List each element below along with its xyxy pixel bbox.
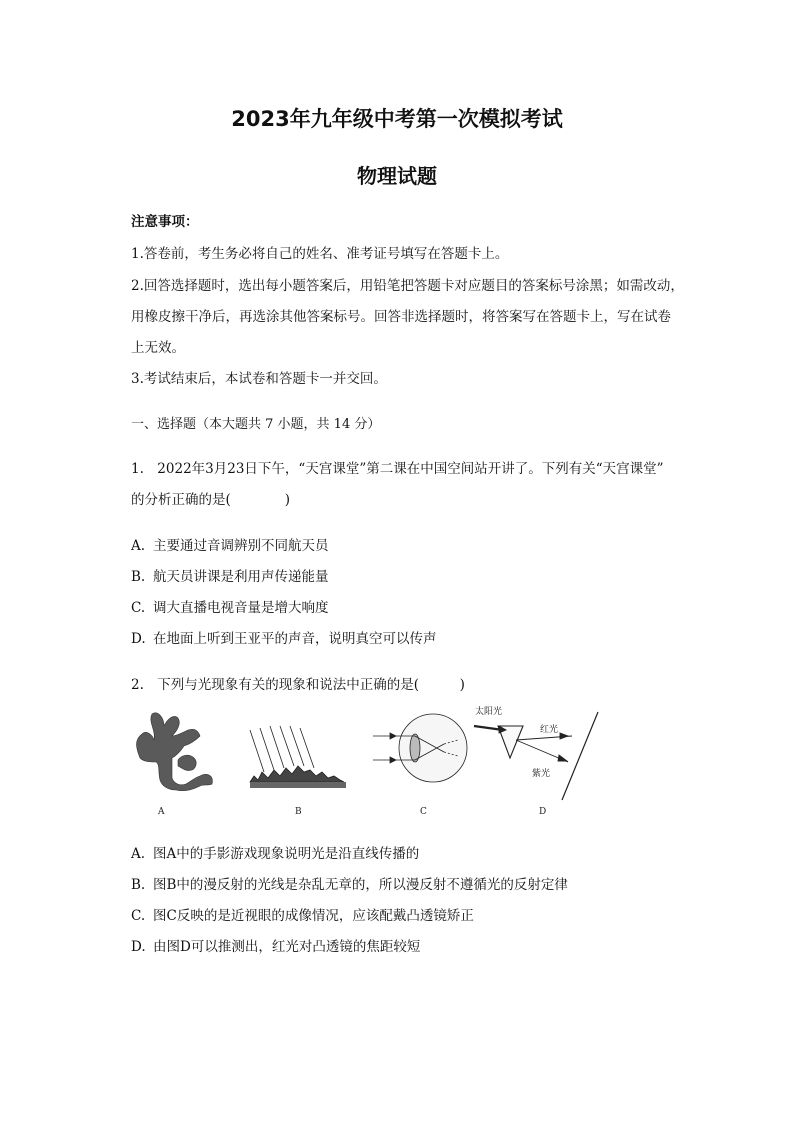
- question-1-stem-cont: 的分析正确的是( ): [131, 492, 291, 508]
- figure-label-sunlight: 太阳光: [475, 707, 503, 717]
- question-2-option-b: [131, 876, 568, 894]
- notice-item-2-end: 上无效。: [131, 340, 185, 356]
- option-letter: B.: [131, 877, 146, 893]
- notice-item-1: 1.答卷前，考生务必将自己的姓名、准考证号填写在答题卡上。: [131, 246, 509, 262]
- figure-d-prism: [474, 712, 598, 800]
- notice-item-3: 3.考试结束后，本试卷和答题卡一并交回。: [131, 371, 387, 387]
- option-text: 由图D可以推测出，红光对凸透镜的焦距较短: [153, 939, 421, 955]
- figure-label-violet: 紫光: [532, 769, 551, 779]
- notice-heading: 注意事项：: [131, 214, 199, 230]
- option-letter: C.: [131, 600, 146, 616]
- question-2-option-a: [131, 845, 419, 863]
- option-letter: C.: [131, 908, 146, 924]
- question-1-option-a: [131, 537, 329, 555]
- figure-labels: [157, 705, 558, 817]
- option-text: 航天员讲课是利用声传递能量: [153, 569, 329, 585]
- question-1-number: 1.: [131, 461, 144, 477]
- question-1-stem: [131, 460, 664, 478]
- question-1-option-b: [131, 568, 329, 586]
- option-text: 图A中的手影游戏现象说明光是沿直线传播的: [153, 846, 420, 862]
- option-letter: D.: [131, 939, 146, 955]
- figure-b-diffuse-reflection: [250, 726, 346, 788]
- question-2-stem-text: 下列与光现象有关的现象和说法中正确的是( ): [157, 677, 465, 693]
- question-1-stem-text: 2022年3月23日下午，“天宫课堂”第二课在中国空间站开讲了。下列有关“天宫课堂”: [157, 461, 664, 477]
- figure-label-d: D: [539, 807, 547, 817]
- option-text: 图C反映的是近视眼的成像情况，应该配戴凸透镜矫正: [153, 908, 474, 924]
- option-text: 调大直播电视音量是增大响度: [153, 600, 329, 616]
- question-2-option-c: [131, 907, 474, 925]
- option-letter: A.: [131, 538, 146, 554]
- section-heading: 一、选择题（本大题共 7 小题，共 14 分）: [131, 417, 381, 432]
- figure-label-b: B: [295, 807, 302, 817]
- option-text: 图B中的漫反射的光线是杂乱无章的，所以漫反射不遵循光的反射定律: [153, 877, 568, 893]
- subject-title: 物理试题: [357, 164, 437, 188]
- notice-item-2-cont: 用橡皮擦干净后，再选涂其他答案标号。回答非选择题时，将答案写在答题卡上，写在试卷: [131, 309, 671, 325]
- option-text: 主要通过音调辨别不同航天员: [153, 538, 329, 554]
- question-1-option-c: [131, 599, 329, 617]
- figure-c-eye: [373, 714, 467, 782]
- option-letter: B.: [131, 569, 146, 585]
- option-text: 在地面上听到王亚平的声音，说明真空可以传声: [153, 631, 437, 647]
- notice-item-2: 2.回答选择题时，选出每小题答案后，用铅笔把答题卡对应题目的答案标号涂黑；如需改动，: [131, 278, 684, 294]
- option-letter: D.: [131, 631, 146, 647]
- option-letter: A.: [131, 846, 146, 862]
- question-2-stem: [131, 676, 465, 694]
- figure-a-hand-shadow: [137, 713, 213, 791]
- question-1-option-d: [131, 630, 437, 648]
- question-2-option-d: [131, 938, 420, 956]
- exam-title: 2023年九年级中考第一次模拟考试: [231, 107, 563, 131]
- figure-label-a: A: [158, 807, 165, 817]
- figure-label-red: 红光: [540, 725, 559, 735]
- question-2-figure: [128, 700, 608, 825]
- question-2-number: 2.: [131, 677, 144, 693]
- figure-label-c: C: [420, 807, 427, 817]
